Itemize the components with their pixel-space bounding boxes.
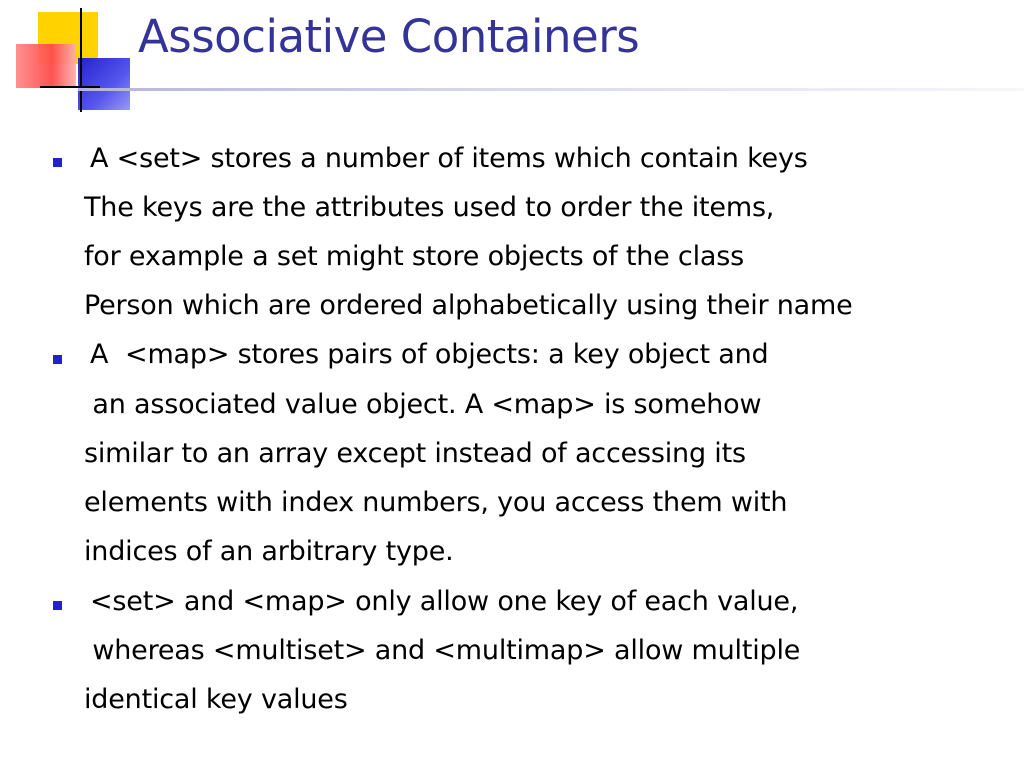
bullet-2-line-1: A <map> stores pairs of objects: a key object and <box>90 339 769 370</box>
bullet-2-line-2: an associated value object. A <map> is somehow <box>84 389 762 420</box>
slide-title: Associative Containers <box>138 10 640 63</box>
bullet-3-line-2: whereas <multiset> and <multimap> allow multiple <box>84 635 801 666</box>
bullet-1-line-3: for example a set might store objects of the class <box>84 241 744 272</box>
bullet-1-line-2: The keys are the attributes used to order the items, <box>84 192 775 223</box>
bullet-3-line-3: identical key values <box>84 684 348 715</box>
bullet-marker-2 <box>53 355 62 364</box>
bullet-2-line-4: elements with index numbers, you access them with <box>84 487 788 518</box>
bullet-marker-1 <box>53 158 62 167</box>
bullet-1-line-1: A <set> stores a number of items which contain keys <box>90 143 808 174</box>
bullet-1-line-4: Person which are ordered alphabetically using their name <box>84 290 853 321</box>
bullet-2-line-5: indices of an arbitrary type. <box>84 536 454 567</box>
bullet-3-line-1: <set> and <map> only allow one key of each value, <box>90 586 799 617</box>
bullet-2-line-3: similar to an array except instead of accessing its <box>84 438 746 469</box>
bullet-marker-3 <box>53 601 62 610</box>
